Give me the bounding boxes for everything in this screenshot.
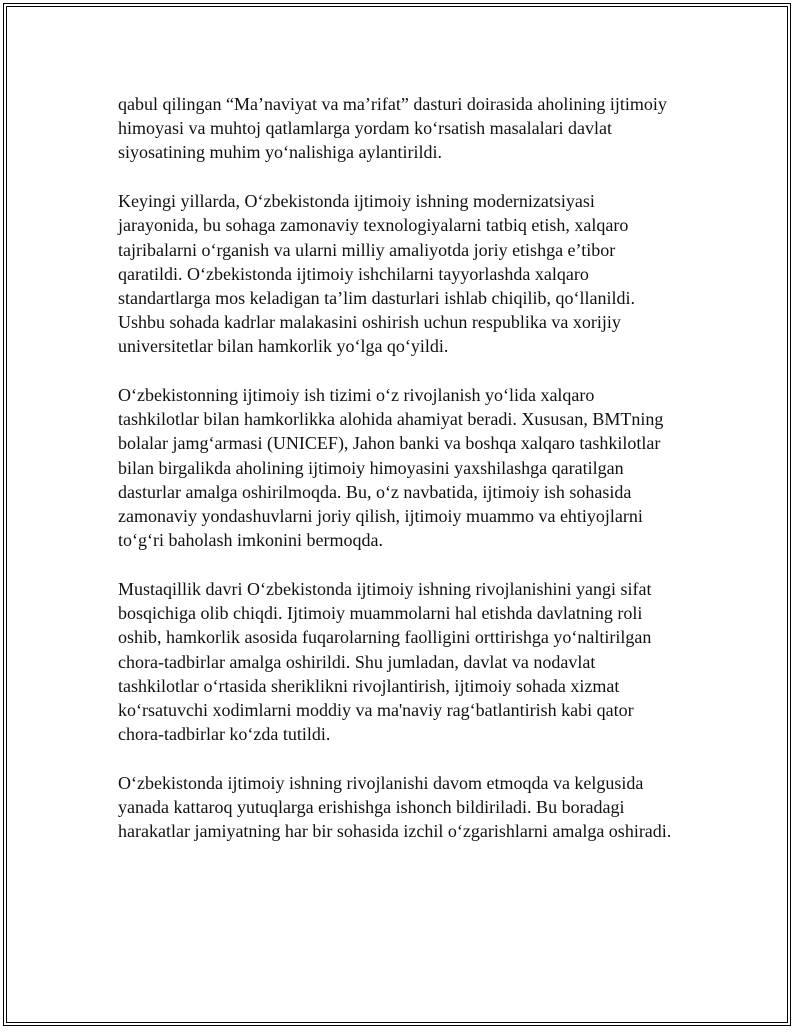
paragraph-4: Mustaqillik davri O‘zbekistonda ijtimoiy ishning rivojlanishini yangi sifat bosqichiga olib chiqdi. Ijtimoiy muammolarni hal etishda davlatning roli oshib, hamkorlik asosida fuqarolarning faolligini orttirishga yo‘naltirilgan chora-tadbirlar amalga oshirildi. Shu jumladan, davlat va nodavlat tashkilotlar o‘rtasida sheriklikni rivojlantirish, ijtimoiy sohada xizmat ko‘rsatuvchi xodimlarni moddiy va ma'naviy rag‘batlantirish kabi qator chora-tadbirlar ko‘zda tutildi. [118, 578, 652, 745]
document-body [118, 92, 698, 868]
paragraph-5: O‘zbekistonda ijtimoiy ishning rivojlanishi davom etmoqda va kelgusida yanada kattaroq yutuqlarga erishishga ishonch bildiriladi. Bu boradagi harakatlar jamiyatning har bir sohasida izchil o‘zgarishlarni amalga oshiradi. [118, 772, 672, 842]
paragraph-1: qabul qilingan “Ma’naviyat va ma’rifat” dasturi doirasida aholining ijtimoiy himoyasi va muhtoj qatlamlarga yordam ko‘rsatish masalalari davlat siyosatining muhim yo‘nalishiga aylantirildi. [118, 94, 667, 163]
paragraph-2: Keyingi yillarda, O‘zbekistonda ijtimoiy ishning modernizatsiyasi jarayonida, bu sohaga zamonaviy texnologiyalarni tatbiq etish, xalqaro tajribalarni o‘rganish va ularni milliy amaliyotda joriy etishga e’tibor qaratildi. O‘zbekistonda ijtimoiy ishchilarni tayyorlashda xalqaro standartlarga mos keladigan ta’lim dasturlari ishlab chiqilib, qo‘llanildi. Ushbu sohada kadrlar malakasini oshirish uchun respublika va xorijiy universitetlar bilan hamkorlik yo‘lga qo‘yildi. [118, 191, 636, 357]
paragraph-3: O‘zbekistonning ijtimoiy ish tizimi o‘z rivojlanish yo‘lida xalqaro tashkilotlar bilan hamkorlikka alohida ahamiyat beradi. Xususan, BMTning bolalar jamg‘armasi (UNICEF), Jahon banki va boshqa xalqaro tashkilotlar bilan birgalikda aholining ijtimoiy himoyasini yaxshilashga qaratilgan dasturlar amalga oshirilmoqda. Bu, o‘z navbatida, ijtimoiy ish sohasida zamonaviy yondashuvlarni joriy qilish, ijtimoiy muammo va ehtiyojlarni to‘g‘ri baholash imkonini bermoqda. [118, 385, 664, 551]
